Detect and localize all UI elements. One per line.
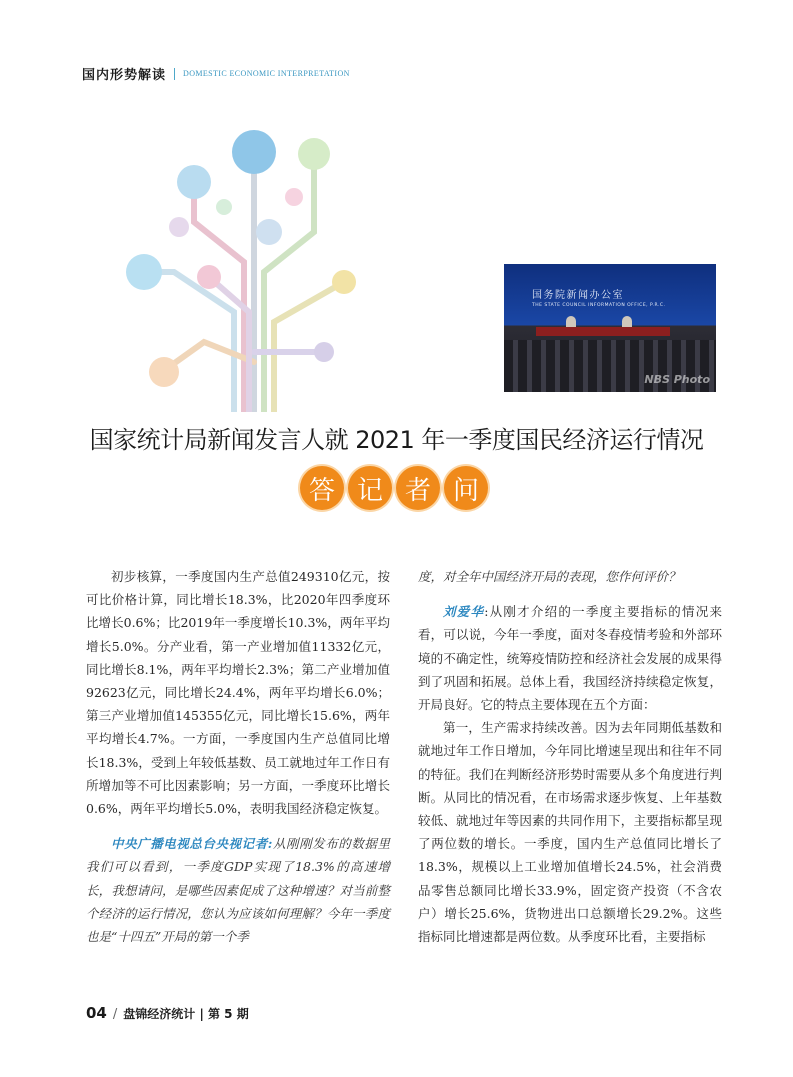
page-number: 04 [86,1004,107,1022]
body-paragraph: 初步核算，一季度国内生产总值249310亿元，按可比价格计算，同比增长18.3%，比2020年四季度环比增长0.6%；比2019年一季度增长10.3%，两年平均增长5.0%。分产业看，第一产业增加值11332亿元，同比增长8.1%，两年平均增长2.3%；第二产业增加值92623亿元，同比增长24.4%，两年平均增长6.0%；第三产业增加值145355亿元，同比增长15.6%，两年平均增长4.7%。一方面，一季度国内生产总值同比增长18.3%，受到上年较低基数、员工就地过年工作日有所增加等不可比因素影响；另一方面，一季度环比增长0.6%，两年平均增长5.0%，表明我国经济稳定恢复。 [86,569,390,817]
body-paragraph: 第一，生产需求持续改善。因为去年同期低基数和就地过年工作日增加，今年同比增速呈现出和往年不同的特征。我们在判断经济形势时需要从多个角度进行判断。从同比的情况看，在市场需求逐步恢复、上年基数较低、就地过年等因素的共同作用下，主要指标都呈现了两位数的增长。一季度，国内生产总值同比增长了18.3%，规模以上工业增加值增长24.5%，社会消费品零售总额同比增长33.9%，固定资产投资（不含农户）增长25.6%，货物进出口总额增长29.2%。这些指标同比增速都是两位数。从季度环比看，主要指标 [418,720,722,945]
subtitle-char: 问 [444,466,488,510]
article-title: 国家统计局新闻发言人就 2021 年一季度国民经济运行情况 [89,426,704,454]
photo-watermark: NBS Photo [644,373,710,386]
subtitle-circles [300,466,488,510]
left-column [86,565,390,948]
spokesperson-name: 刘爱华 [443,604,485,620]
magazine-name: 盘锦经济统计 | 第 5 期 [123,1007,249,1021]
subtitle-char: 记 [348,466,392,510]
footer-separator: / [112,1007,118,1022]
subtitle-char: 者 [396,466,440,510]
answer-text: :从刚才介绍的一季度主要指标的情况来看，可以说，今年一季度，面对冬春疫情考验和外部环境的不确定性，统筹疫情防控和经济社会发展的成果得到了巩固和拓展。总体上看，我国经济持续稳定恢复，开局良好。它的特点主要体现在五个方面： [418,604,722,713]
subtitle-char: 答 [300,466,344,510]
photo-banner [532,286,672,308]
podium-table [536,327,670,336]
section-header [82,64,350,83]
section-title-en: DOMESTIC ECONOMIC INTERPRETATION [183,69,350,78]
photo-banner-en: THE STATE COUNCIL INFORMATION OFFICE, P.R.C. [532,303,666,308]
question-continuation: 度，对全年中国经济开局的表现，您作何评价？ [418,569,681,584]
answer-paragraph [418,600,722,716]
photo-banner-cn: 国务院新闻办公室 [532,290,624,301]
header-divider [174,68,175,80]
tree-node-top [232,130,276,174]
section-title-cn: 国内形势解读 [82,68,167,83]
press-conference-photo [504,264,716,392]
right-column [418,565,722,948]
question-paragraph [86,832,390,948]
circuit-tree-illustration [104,112,404,412]
reporter-name: 中央广播电视总台央视记者: [111,836,273,852]
question-text: 从刚刚发布的数据里我们可以看到，一季度GDP实现了18.3%的高速增长，我想请问，是哪些因素促成了这种增速？对当前整个经济的运行情况，您认为应该如何理解？今年一季度也是“十四五”开局的第一个季 [86,836,390,945]
page-footer [86,1004,249,1022]
